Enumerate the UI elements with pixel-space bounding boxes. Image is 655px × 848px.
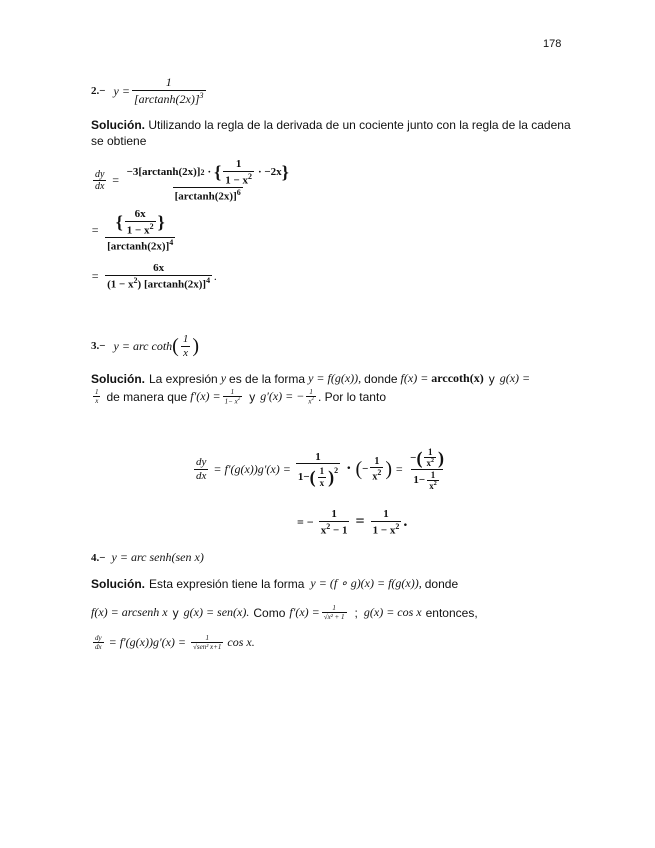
c-den-inner-den: x xyxy=(429,481,434,492)
step-1-num-a-exp: 2 xyxy=(200,167,205,177)
c-num-inner xyxy=(424,447,436,469)
deriv-fraction-a: 1 1− ( $\frac{1}{x}$ ) $^2$ xyxy=(297,450,339,488)
math-f-def: f(x) = arcsenh x xyxy=(91,605,168,620)
equals: = xyxy=(91,268,100,283)
dot: · xyxy=(346,460,352,478)
page-number: 178 xyxy=(543,38,562,50)
a-num: 1 xyxy=(315,450,321,463)
step-1-num-b: · −2x xyxy=(258,166,282,179)
a-inner-den: x xyxy=(319,477,325,488)
step-2-inner-fraction xyxy=(125,208,156,237)
text: y xyxy=(488,371,495,386)
problem-3-arg xyxy=(181,333,191,359)
arg-den: x xyxy=(183,346,189,359)
problem-4-label: 4.− xyxy=(91,551,106,564)
problem-2-fraction xyxy=(132,76,206,107)
step-3-fraction xyxy=(105,262,212,291)
text: y xyxy=(249,389,256,404)
gprime-den-exp: 2 xyxy=(311,397,314,403)
deriv-fraction-b xyxy=(370,456,383,483)
step-2-den: [arctanh(2x)] xyxy=(107,240,170,253)
dy-dx xyxy=(93,634,104,651)
fprime-num: 1 xyxy=(332,604,336,612)
dy: dy xyxy=(95,168,105,180)
gprime-frac xyxy=(306,388,316,405)
equals: = xyxy=(111,173,120,188)
dy: dy xyxy=(95,634,102,642)
final-fraction xyxy=(191,634,223,651)
fprime-den-exp: 2 xyxy=(237,397,241,403)
r1-rest: − 1 xyxy=(330,524,348,537)
gprime-den: x xyxy=(308,397,312,406)
problem-4-final xyxy=(91,634,255,651)
fprime-num: 1 xyxy=(230,388,235,396)
solution-label: Solución. xyxy=(91,118,145,132)
step-3-den-exp: 2 xyxy=(133,275,138,285)
dx: dx xyxy=(95,643,102,652)
step-1-inner-fraction xyxy=(223,158,254,187)
fprime-den: 1− x xyxy=(224,397,238,406)
solution-label: Solución. xyxy=(91,576,145,591)
b-pre: − xyxy=(362,463,369,476)
c-num-pre: − xyxy=(410,451,417,464)
step-2-inner-den: 1 − x xyxy=(126,224,150,237)
problem-2-lhs: y = xyxy=(113,83,130,98)
dx: dx xyxy=(196,469,207,482)
text: entonces, xyxy=(425,605,478,620)
dy-dx xyxy=(194,456,208,482)
text: de manera que xyxy=(106,389,188,404)
r1-den: x xyxy=(320,524,327,537)
b-num: 1 xyxy=(374,455,380,467)
dy-dx xyxy=(93,169,106,193)
c-den-inner xyxy=(427,470,439,492)
a-sq: 2 xyxy=(334,466,339,476)
text: donde xyxy=(424,576,459,591)
step-1-inner-den: 1 − x xyxy=(225,174,248,187)
math-g-def: g(x) = sen(x). xyxy=(183,605,250,620)
step-1-inner-den-exp: 2 xyxy=(248,171,252,181)
math-arccoth: arccoth(x) xyxy=(431,371,484,385)
r1-num: 1 xyxy=(331,508,337,520)
c-den-pre: 1− xyxy=(413,474,426,487)
math-fprime: f′(x) = xyxy=(190,389,221,404)
problem-2-solution-line1 xyxy=(91,118,571,132)
dy: dy xyxy=(196,456,207,469)
gprime-num: 1 xyxy=(309,388,313,396)
fprime-frac xyxy=(322,604,347,621)
step-3-den-exp2: 4 xyxy=(206,275,211,285)
r2-num: 1 xyxy=(383,508,389,520)
g-frac xyxy=(93,388,101,405)
final-num: 1 xyxy=(205,634,209,642)
step-1-den: [arctanh(2x)] xyxy=(174,190,237,203)
step-2-inner-num: 6x xyxy=(134,208,146,220)
period: . xyxy=(403,513,408,531)
problem-2-denominator: [arctanh(2x)] xyxy=(133,91,200,106)
final-den: √sen² x+1 xyxy=(193,643,222,652)
math-form: y = (f ∘ g)(x) = f(g(x)), xyxy=(310,576,422,590)
problem-3-statement: 3.− y = arc coth ( $\frac{1}{x}$ ) xyxy=(91,333,200,359)
final-cos: cos x. xyxy=(227,635,255,650)
r2-den: 1 − x xyxy=(372,524,396,537)
problem-2-step-3 xyxy=(91,262,217,291)
problem-4-solution-line1 xyxy=(91,576,458,591)
step-3-den-b: ) [arctanh(2x)] xyxy=(137,278,207,291)
problem-4-statement xyxy=(91,550,204,565)
step-3-den-a: (1 − x xyxy=(107,278,134,291)
deriv-fraction-c: − ( $\frac{1}{x^2}$ ) 1− $\frac{1}{x^2}$ xyxy=(410,447,444,492)
eq-neg: = − xyxy=(297,514,314,529)
dot: · xyxy=(207,166,212,179)
a-den-pre: 1− xyxy=(297,470,310,483)
r2-exp: 2 xyxy=(395,521,400,531)
problem-2-label: 2.− xyxy=(91,85,106,98)
result-fraction-2 xyxy=(371,508,402,537)
math-g-def: g(x) = xyxy=(499,371,531,385)
text: donde xyxy=(364,371,398,386)
fprime-den: √x² + 1 xyxy=(323,613,345,622)
problem-3-solution-line2 xyxy=(91,388,386,405)
c-den-inner-exp: 2 xyxy=(433,481,437,488)
step-2-fraction: { $\frac{6x}{1 - x^2}$ } $[\arctan h(2x)]^4$ xyxy=(107,208,174,253)
equals: = xyxy=(395,461,404,476)
problem-3-label: 3.− xyxy=(91,340,106,353)
dx: dx xyxy=(95,181,105,193)
problem-2-step-2 xyxy=(91,208,177,253)
problem-2-solution-line2: se obtiene xyxy=(91,134,147,148)
c-num-inner-num: 1 xyxy=(427,447,433,457)
chain-rule: = f′(g(x))g′(x) = xyxy=(108,635,187,650)
text: . Por lo tanto xyxy=(317,389,386,404)
text: y xyxy=(172,605,179,620)
math-form: y = f(g(x)), xyxy=(308,371,362,385)
problem-2-denominator-exp: 3 xyxy=(199,90,204,100)
semicolon: ; xyxy=(354,605,358,620)
problem-3-derivation: $\frac{dy}{dx}$ = f′(g(x))g′(x) = 1 1− ( $\frac{1}{x}$ ) $^2$ · ( − $\frac{1}{x^2}$ ) = − ( $\frac{1}{x^2}$ ) 1− $\frac{1}{x^2}$ xyxy=(196,447,444,492)
problem-2-step-1 xyxy=(91,158,293,203)
fprime-frac xyxy=(223,388,243,405)
text: Esta expresión tiene la forma xyxy=(149,576,305,591)
b-den: x xyxy=(372,471,378,483)
r1-exp: 2 xyxy=(326,521,331,531)
math-gprime: g(x) = cos x xyxy=(363,605,422,620)
problem-3-lhs: y = arc coth xyxy=(113,338,173,353)
problem-2-numerator: 1 xyxy=(165,75,172,89)
step-2-inner-den-exp: 2 xyxy=(149,221,154,231)
solution-text: Utilizando la regla de la derivada de un cociente junto con la regla de la cadena xyxy=(148,118,571,132)
equals: = xyxy=(91,223,100,238)
text: Como xyxy=(253,605,286,620)
math-f-def: f(x) = xyxy=(400,371,429,385)
step-1-inner-num: 1 xyxy=(235,158,242,170)
step-1-num-a: −3[arctanh(2x)] xyxy=(126,166,201,179)
solution-label: Solución. xyxy=(91,371,145,386)
problem-3-result xyxy=(297,508,407,537)
math-gprime: g′(x) = − xyxy=(260,389,305,404)
c-den-inner-num: 1 xyxy=(430,469,436,480)
math-y: y xyxy=(220,371,227,385)
step-2-den-exp: 4 xyxy=(169,237,174,247)
b-den-exp: 2 xyxy=(377,468,382,478)
text: La expresión xyxy=(149,371,218,386)
problem-4-expr: y = arc senh(sen x) xyxy=(111,550,204,564)
equals: = xyxy=(355,513,365,531)
text: es de la forma xyxy=(229,371,306,386)
result-fraction-1 xyxy=(319,508,350,537)
chain-rule: = f′(g(x))g′(x) = xyxy=(213,461,291,476)
step-3-num: 6x xyxy=(153,262,165,274)
math-fprime: f′(x) = xyxy=(289,605,320,620)
arg-num: 1 xyxy=(182,333,189,345)
c-num-inner-den: x xyxy=(426,458,431,469)
problem-4-solution-line2 xyxy=(91,604,478,621)
c-num-inner-exp: 2 xyxy=(430,458,434,465)
a-inner xyxy=(318,466,327,488)
a-inner-num: 1 xyxy=(319,466,325,477)
problem-3-solution-line1 xyxy=(91,371,530,386)
period: . xyxy=(214,268,218,283)
problem-2-statement xyxy=(91,76,208,107)
g-num: 1 xyxy=(95,388,99,397)
g-den: x xyxy=(95,397,99,406)
step-1-fraction: −3[arctanh(2x)] 2 · { $\frac{1}{1 - x^2}$ · −2x } $[\arctan h(2x)]^6$ xyxy=(126,158,289,203)
step-1-den-exp: 6 xyxy=(236,187,241,197)
